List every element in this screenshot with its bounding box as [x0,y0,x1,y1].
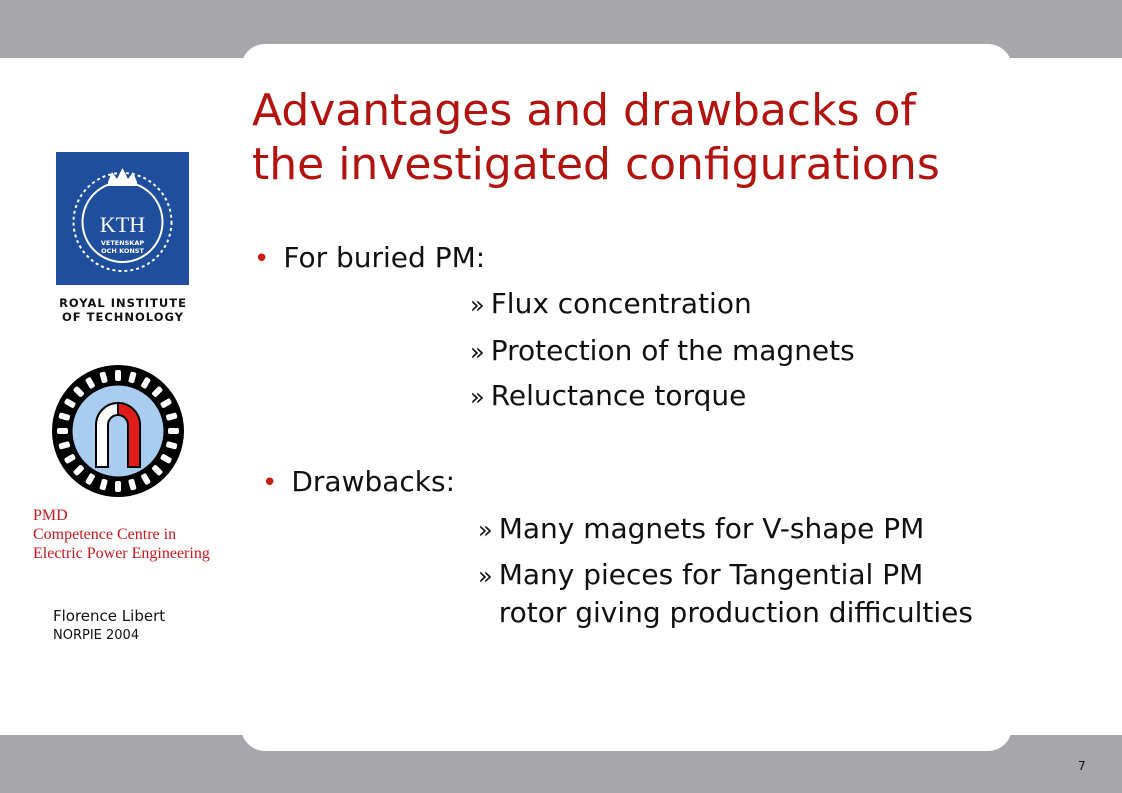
page-number: 7 [1078,759,1086,773]
pmd-caption [33,506,233,563]
slide-title [252,84,1012,192]
pmd-line-2: Competence Centre in [33,526,177,543]
chevron-icon: » [478,562,493,590]
pmd-line-1: PMD [33,507,68,524]
sub-item-text: Many magnets for V-shape PM [498,512,925,545]
title-line-1: Advantages and drawbacks of [252,85,916,136]
kth-caption-line-2: OF TECHNOLOGY [61,310,184,324]
chevron-icon: » [478,516,493,544]
sub-item-text: Many pieces for Tangential PM rotor giving production difficulties [498,558,973,629]
kth-logo-sub2: OCH KONST [101,247,144,255]
pmd-logo [50,363,186,499]
kth-caption-line-1: ROYAL INSTITUTE [59,296,187,310]
kth-caption [48,296,198,324]
bullet-drawbacks [262,464,455,501]
conference-name: NORPIE 2004 [53,628,140,643]
chevron-icon: » [470,383,485,411]
sub-item-reluctance [470,377,746,416]
sub-item-text: Flux concentration [490,287,752,320]
bullet-dot-icon: • [262,468,278,498]
sub-item-many-pieces [478,556,999,632]
chevron-icon: » [470,338,485,366]
sub-item-many-magnets [478,510,924,549]
kth-logo [56,152,189,285]
bullet-heading: Drawbacks: [291,465,456,498]
kth-logo-text: KTH [99,212,146,237]
sub-item-protection [470,332,855,371]
bullet-heading: For buried PM: [283,241,486,274]
kth-logo-sub1: VETENSKAP [100,239,145,247]
sub-item-text: Protection of the magnets [490,334,855,367]
chevron-icon: » [470,291,485,319]
author-name: Florence Libert [53,607,166,625]
sub-item-text: Reluctance torque [490,379,747,412]
bullet-dot-icon: • [254,244,270,274]
title-line-2: the investigated configurations [252,139,940,190]
sub-item-flux [470,285,752,324]
bullet-for-buried-pm [254,240,485,277]
pmd-line-3: Electric Power Engineering [33,545,210,562]
